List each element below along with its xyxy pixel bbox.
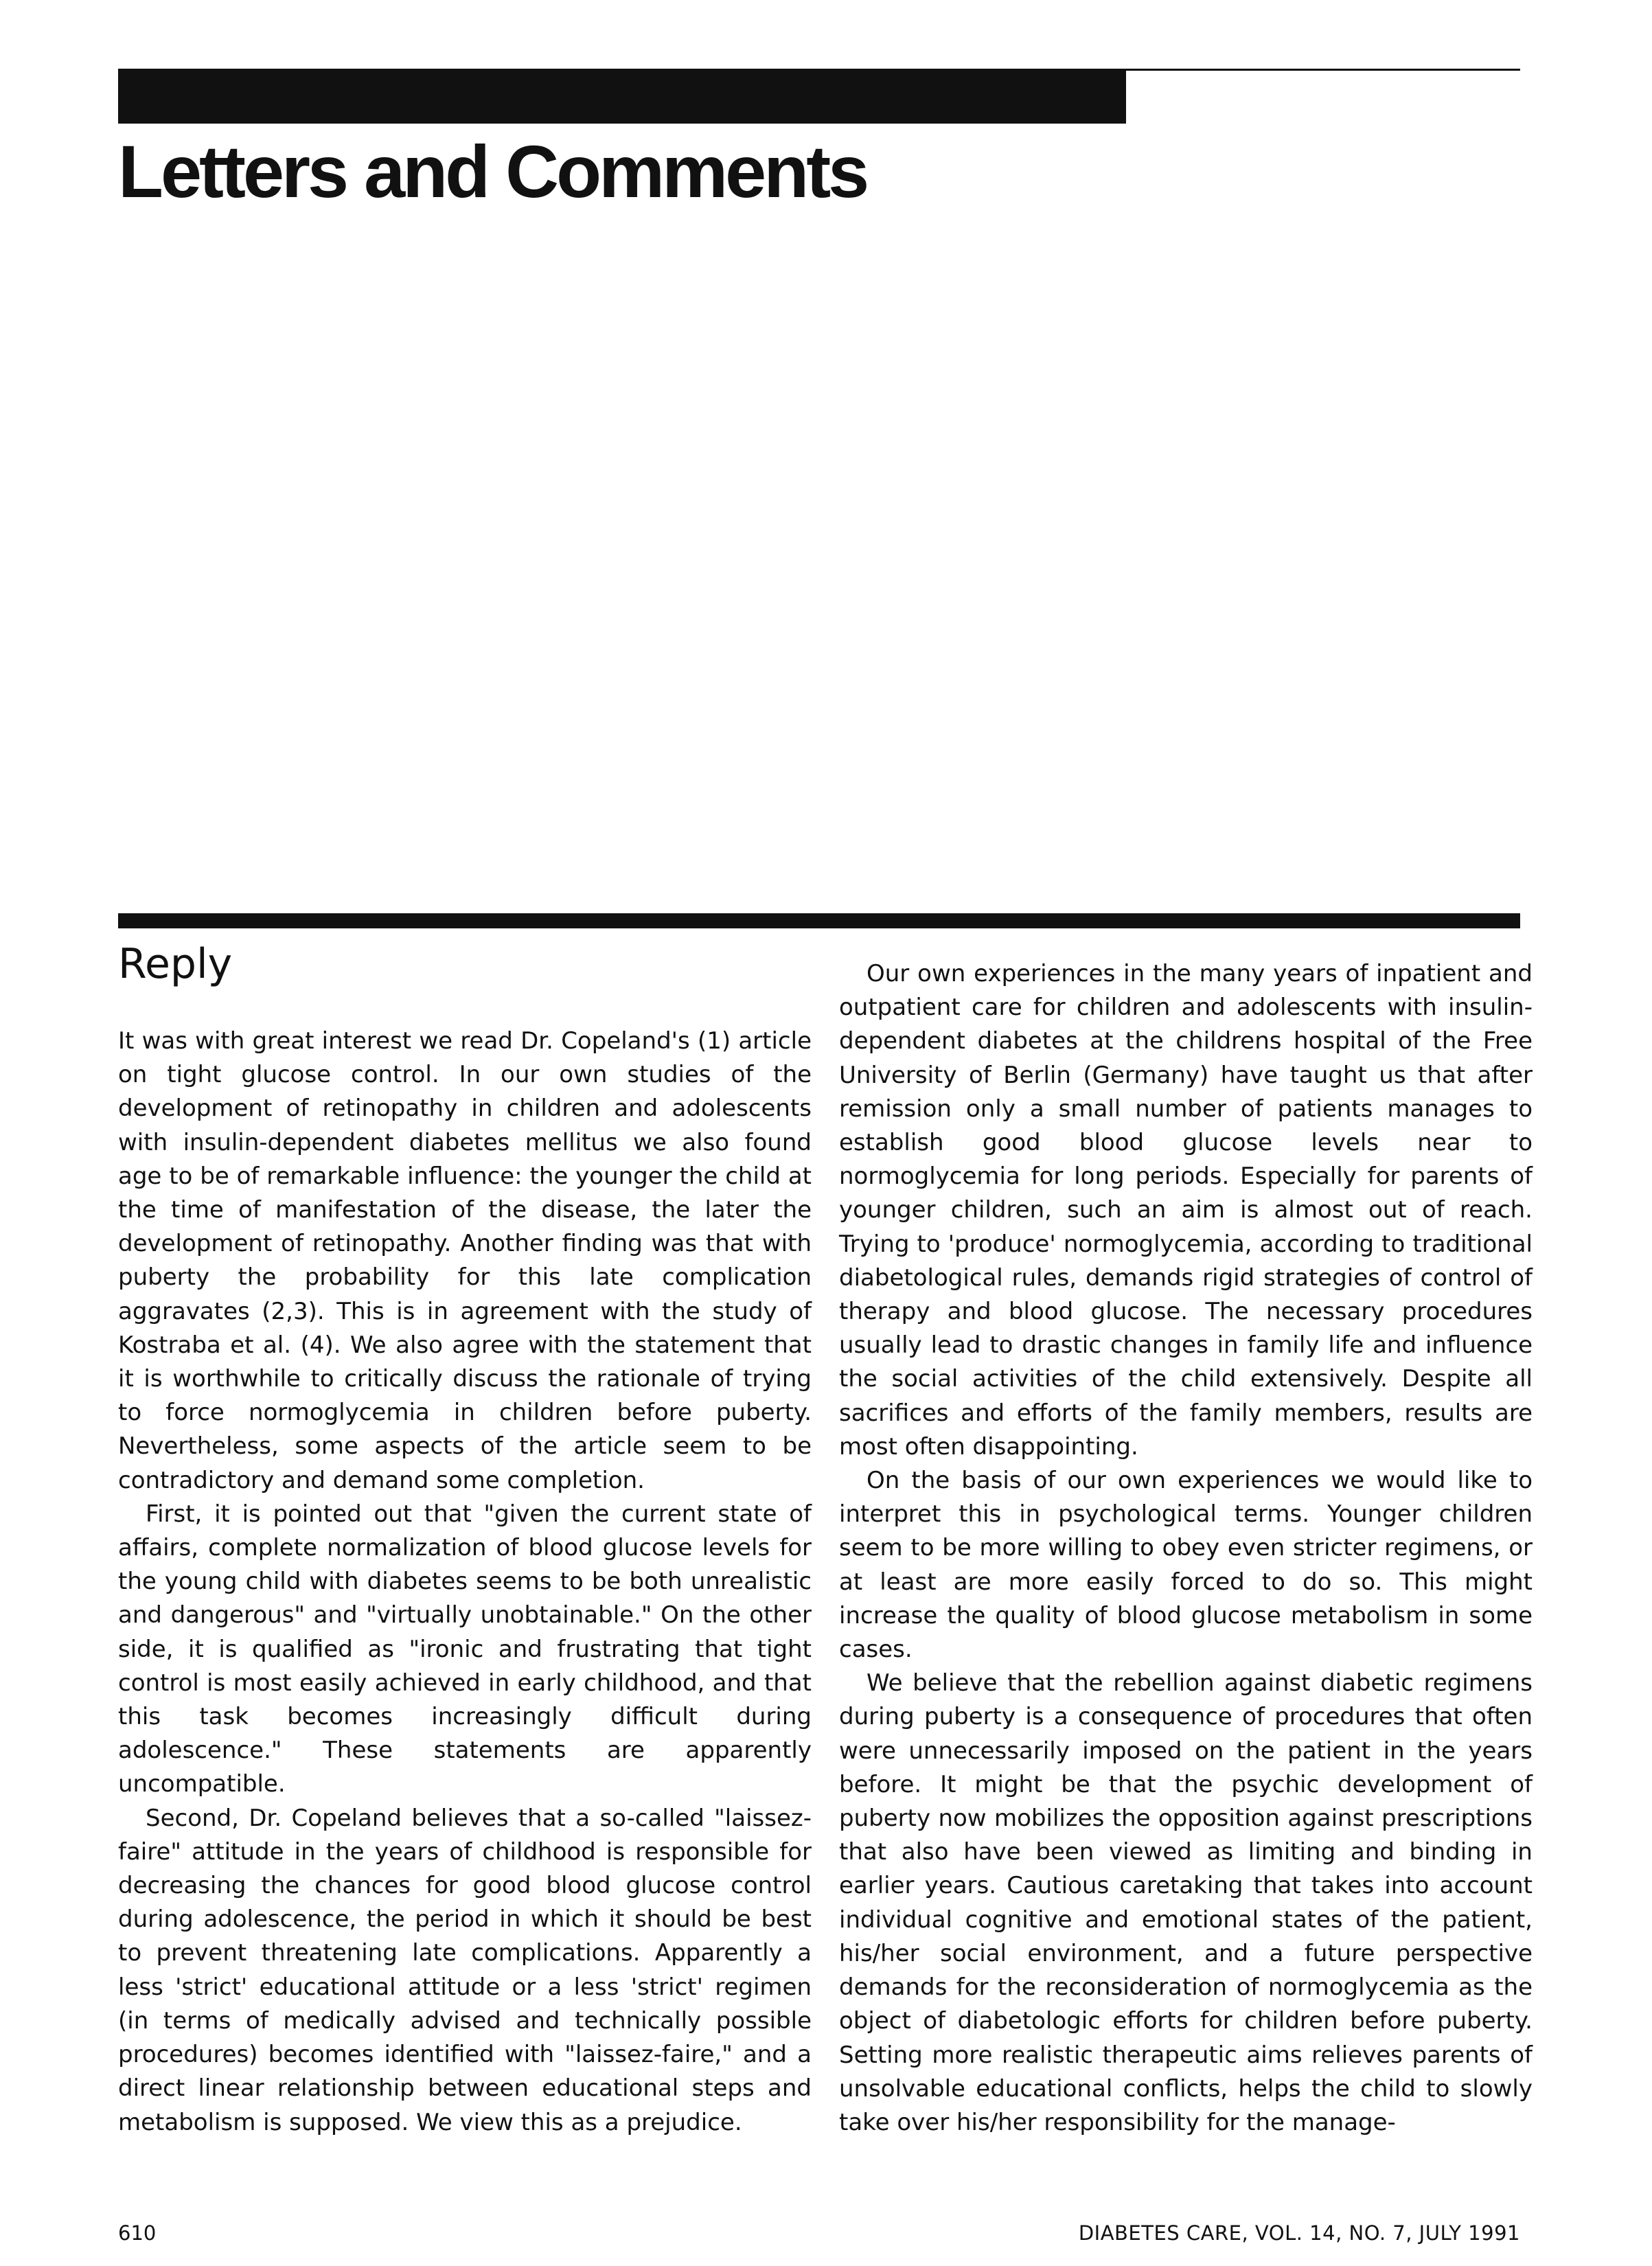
page-number: 610	[118, 2221, 157, 2245]
paragraph: First, it is pointed out that "given the current state of affairs, complete normalization of blood glucose levels for the young child with diabetes seems to be both unrealistic and dangerous" and "virtually unobtainable." On the other side, it is qualified as "ironic and frustrating that tight control is most easily achieved in early childhood, and that this task becomes increasingly difficult during adolescence." These statements are apparently uncompatible.	[118, 1500, 812, 1798]
section-title: Letters and Comments	[118, 130, 867, 213]
left-column	[118, 1025, 812, 2140]
paragraph: It was with great interest we read Dr. Copeland's (1) article on tight glucose control. In our own studies of the development of retinopathy in children and adolescents with insulin-dependent diabetes mellitus we also found age to be of remarkable influence: the younger the child at the time of manifestation of the disease, the later the development of retinopathy. Another finding was that with puberty the probability for this late complication aggravates (2,3). This is in agreement with the study of Kostraba et al. (4). We also agree with the statement that it is worthwhile to critically discuss the rationale of trying to force normoglycemia in children before puberty. Nevertheless, some aspects of the article seem to be contradictory and demand some completion.	[118, 1027, 812, 1494]
paragraph: Second, Dr. Copeland believes that a so-called "laissez-faire" attitude in the years of childhood is responsible for decreasing the chances for good blood glucose control during adolescence, the period in which it should be best to prevent threatening late complications. Apparently a less 'strict' educational attitude or a less 'strict' regimen (in terms of medically advised and technically possible procedures) becomes identified with "laissez-faire," and a direct linear relationship between educational steps and metabolism is supposed. We view this as a prejudice.	[118, 1804, 812, 2136]
journal-citation: DIABETES CARE, VOL. 14, NO. 7, JULY 1991	[1078, 2221, 1520, 2245]
paragraph: We believe that the rebellion against diabetic regimens during puberty is a consequence of procedures that often were unnecessarily imposed on the patient in the years before. It might be that the psychic development of puberty now mobilizes the opposition against prescriptions that also have been viewed as limiting and binding in earlier years. Cautious caretaking that takes into account individual cognitive and emotional states of the patient, his/her social environment, and a future perspective demands for the reconsideration of normoglycemia as the object of diabetologic efforts for children before puberty. Setting more realistic therapeutic aims relieves parents of unsolvable educational conflicts, helps the child to slowly take over his/her responsibility for the manage-	[839, 1669, 1533, 2136]
paragraph: On the basis of our own experiences we would like to interpret this in psychological terms. Younger children seem to be more willing to obey even stricter regimens, or at least are more easily forced to do so. This might increase the quality of blood glucose metabolism in some cases.	[839, 1467, 1533, 1664]
paragraph: Our own experiences in the many years of inpatient and outpatient care for children and adolescents with insulin-dependent diabetes at the childrens hospital of the Free University of Berlin (Germany) have taught us that after remission only a small number of patients manages to establish good blood glucose levels near to normoglycemia for long periods. Especially for parents of younger children, such an aim is almost out of reach. Trying to 'produce' normoglycemia, according to traditional diabetological rules, demands rigid strategies of control of therapy and blood glucose. The necessary procedures usually lead to drastic changes in family life and influence the social activities of the child extensively. Despite all sacrifices and efforts of the family members, results are most often disappointing.	[839, 960, 1533, 1461]
article-title: Reply	[118, 940, 233, 988]
header-rule	[1126, 69, 1520, 71]
article-divider-bar	[118, 913, 1520, 928]
header-bar	[118, 69, 1126, 124]
right-column	[839, 957, 1533, 2140]
